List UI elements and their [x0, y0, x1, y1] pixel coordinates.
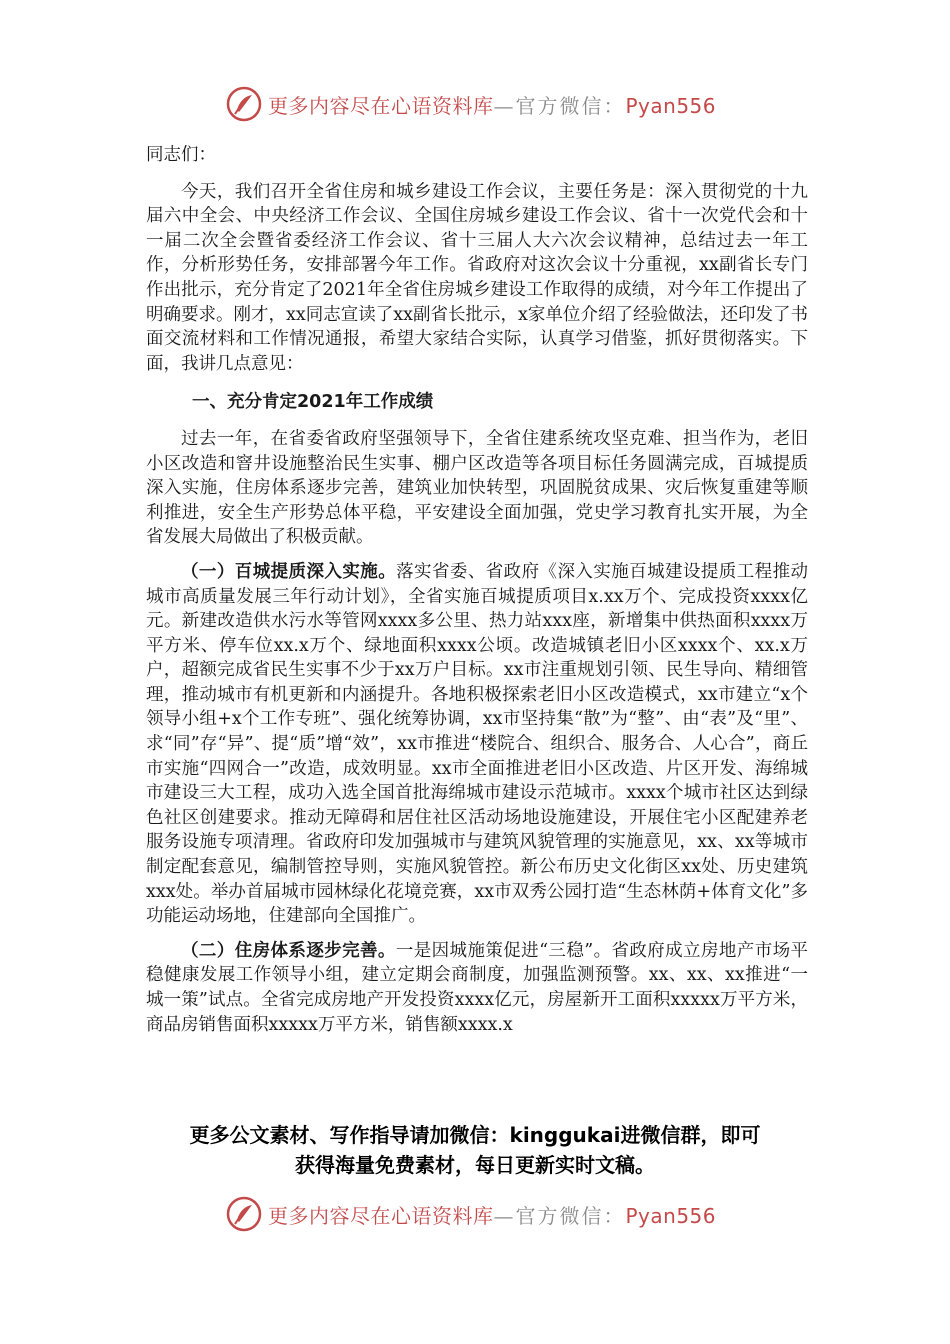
- banner-text: [268, 90, 716, 119]
- cta-line-1: 更多公文素材、写作指导请加微信：kinggukai进微信群，即可: [189, 1123, 761, 1147]
- footer-banner-wechat-id: Pyan556: [625, 1203, 717, 1228]
- logo-icon: [226, 1196, 262, 1232]
- call-to-action: [140, 1120, 810, 1180]
- subsection-paragraph-2: [146, 939, 808, 1037]
- banner-wechat-id: Pyan556: [625, 93, 717, 118]
- section-heading: 一、充分肯定2021年工作成绩: [192, 392, 434, 413]
- salutation: 同志们：: [146, 145, 216, 165]
- logo-icon: [226, 86, 262, 122]
- subsection-paragraph-1: [146, 560, 808, 929]
- footer-banner: [226, 1194, 726, 1234]
- footer-banner-sub: —官方微信：: [493, 1203, 626, 1228]
- cta-line-2: 获得海量免费素材，每日更新实时文稿。: [295, 1153, 655, 1177]
- footer-banner-text: [268, 1200, 716, 1229]
- banner-main: 更多内容尽在心语资料库: [268, 93, 494, 118]
- intro-paragraph: 今天，我们召开全省住房和城乡建设工作会议，主要任务是：深入贯彻党的十九届六中全会、中央经济工作会议、全国住房城乡建设工作会议、省十一次党代会和十一届二次全会暨省委经济工作会议、省十三届人大六次会议精神，总结过去一年工作，分析形势任务，安排部署今年工作。省政府对这次会议十分重视，xx副省长专门作出批示，充分肯定了2021年全省住房城乡建设工作取得的成绩，对今年工作提出了明确要求。刚才，xx同志宣读了xx副省长批示，x家单位介绍了经验做法，还印发了书面交流材料和工作情况通报，希望大家结合实际，认真学习借鉴，抓好贯彻落实。下面，我讲几点意见：: [146, 181, 808, 374]
- subsection-text-1: 落实省委、省政府《深入实施百城建设提质工程推动城市高质量发展三年行动计划》，全省实施百城提质项目x.xx万个、完成投资xxxx亿元。新建改造供水污水等管网xxxx多公里、热力站xxx座，新增集中供热面积xxxx万平方米、停车位xx.x万个、绿地面积xxxx公顷。改造城镇老旧小区xxxx个、xx.x万户，超额完成省民生实事不少于xx万户目标。xx市注重规划引领、民生导向、精细管理，推动城市有机更新和内涵提升。各地积极探索老旧小区改造模式，xx市建立“x个领导小组+x个工作专班”、强化统筹协调，xx市坚持集“散”为“整”、由“表”及“里”、求“同”存“异”、提“质”增“效”，xx市推进“楼院合、组织合、服务合、人心合”，商丘市实施“四网合一”改造，成效明显。xx市全面推进老旧小区改造、片区开发、海绵城市建设三大工程，成功入选全国首批海绵城市建设示范城市。xxxx个城市社区达到绿色社区创建要求。推动无障碍和居住社区活动场地设施建设，开展住宅小区配建养老服务设施专项清理。省政府印发加强城市与建筑风貌管理的实施意见，xx、xx等城市制定配套意见，编制管控导则，实施风貌管控。新公布历史文化街区xx处、历史建筑xxx处。举办首届城市园林绿化花境竞赛，xx市双秀公园打造“生态林荫+体育文化”多功能运动场地，住建部向全国推广。: [146, 561, 809, 927]
- section-paragraph: 过去一年，在省委省政府坚强领导下，全省住建系统攻坚克难、担当作为，老旧小区改造和窨井设施整治民生实事、棚户区改造等各项目标任务圆满完成，百城提质深入实施，住房体系逐步完善，建筑业加快转型，巩固脱贫成果、灾后恢复重建等顺利推进，安全生产形势总体平稳，平安建设全面加强，党史学习教育扎实开展，为全省发展大局做出了积极贡献。: [146, 428, 808, 548]
- subsection-lead-2: （二）住房体系逐步完善。: [181, 940, 396, 961]
- banner-sub: —官方微信：: [493, 93, 626, 118]
- subsection-lead-1: （一）百城提质深入实施。: [181, 561, 397, 582]
- subsection-text-2: 一是因城施策促进“三稳”。省政府成立房地产市场平稳健康发展工作领导小组，建立定期会商制度，加强监测预警。xx、xx、xx推进“一城一策”试点。全省完成房地产开发投资xxxx亿元，房屋新开工面积xxxxx万平方米，商品房销售面积xxxxx万平方米，销售额xxxx.x: [146, 940, 808, 1035]
- footer-banner-main: 更多内容尽在心语资料库: [268, 1203, 494, 1228]
- header-banner: [226, 84, 726, 124]
- document-body: [146, 143, 808, 1037]
